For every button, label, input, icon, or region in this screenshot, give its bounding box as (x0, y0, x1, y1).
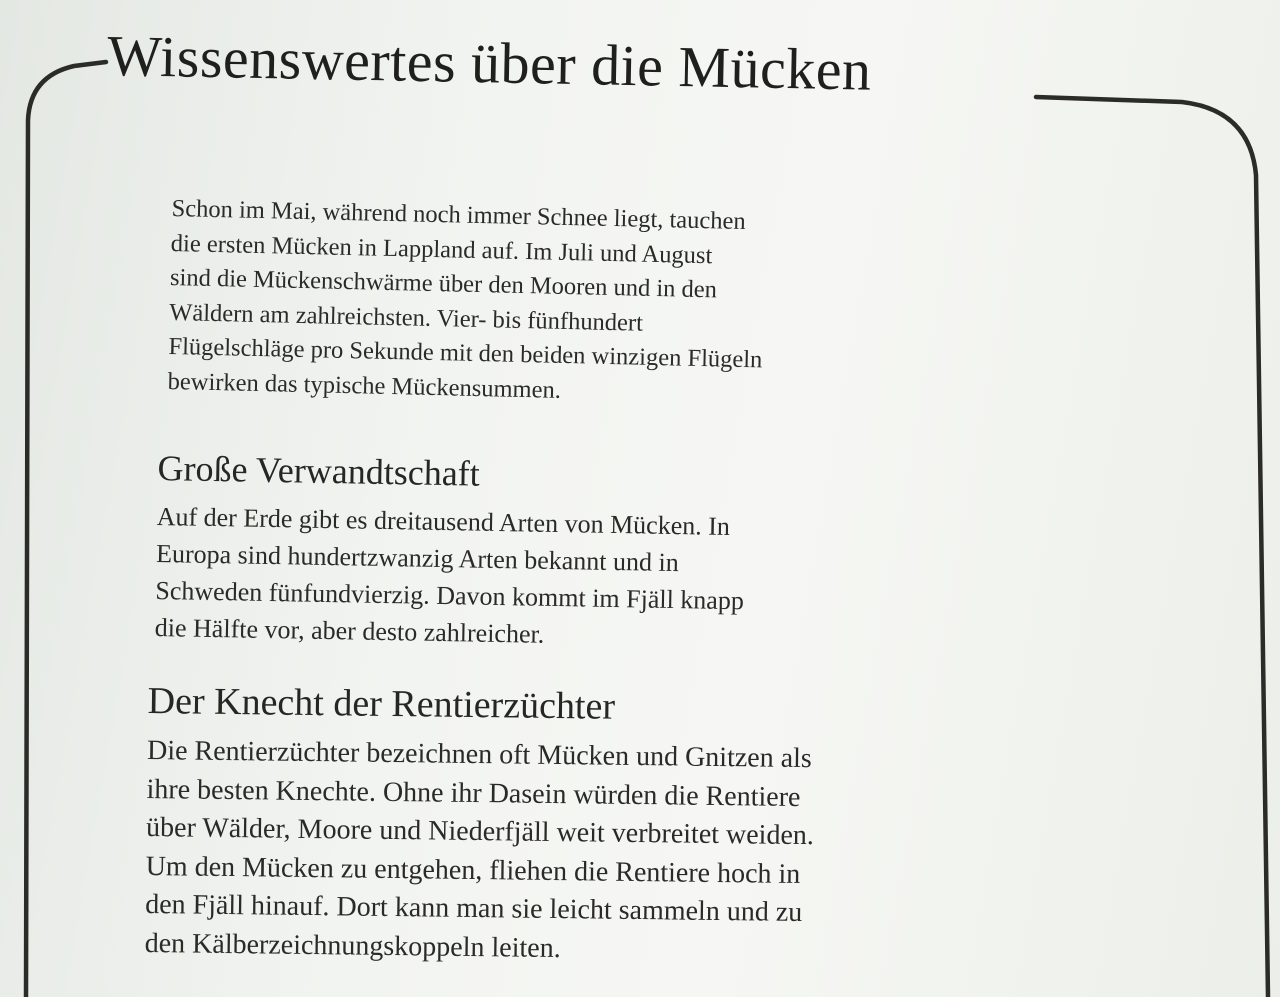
intro-paragraph: Schon im Mai, während noch immer Schnee liegt, tauchen die ersten Mücken in Lappland auf. Im Juli und August sind die Mückenschwärme über den Mooren und in den Wäldern am zahlreichsten. Vier- bis fünfhundert Flügelschläge pro Sekunde mit den beiden winzigen Flügeln bewirken das typische Mückensummen. (167, 194, 763, 404)
section-text-reindeer: Die Rentierzüchter bezeichnen oft Mücken und Gnitzen als ihre besten Knechte. Ohne ihr Dasein würden die Rentiere über Wälder, Moore und Niederfjäll weit verbreitet weiden. Um den Mücken zu entgehen, fliehen die Rentiere hoch in den Fjäll hinauf. Dort kann man sie leicht sammeln und zu den Kälberzeichnungskoppeln leiten. (144, 734, 815, 964)
section-family (154, 444, 1057, 662)
sign-title: Wissenswertes über die Mücken (106, 22, 873, 103)
section-heading-reindeer: Der Knecht der Rentierzüchter (147, 679, 616, 728)
section-text-family: Auf der Erde gibt es dreitausend Arten von Mücken. In Europa sind hundertzwanzig Arten bekannt und in Schweden fünfundvierzig. Davon kommt im Fjäll knapp die Hälfte vor, aber desto zahlreicher. (154, 501, 745, 649)
section-reindeer (144, 676, 1107, 975)
section-heading-family: Große Verwandtschaft (157, 447, 481, 494)
